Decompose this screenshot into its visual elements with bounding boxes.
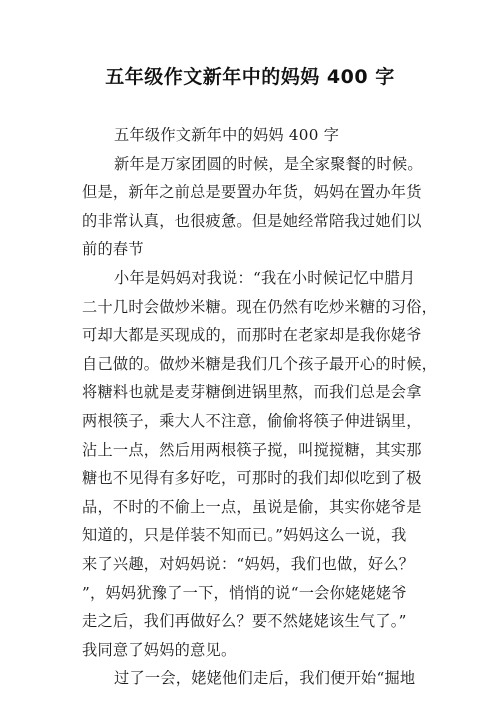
document-body — [82, 121, 438, 693]
body-line: 小年是妈妈对我说：“我在小时候记忆中腊月 — [114, 268, 416, 287]
body-line: 但是，新年之前总是要置办年货，妈妈在置办年货 — [82, 183, 422, 202]
body-line: 新年是万家团圆的时候，是全家聚餐的时候。 — [114, 154, 423, 173]
body-line: 二十几时会做炒米糖。现在仍然有吃炒米糖的习俗， — [82, 297, 438, 316]
body-line: 糖也不见得有多好吃，可那时的我们却似吃到了极 — [82, 469, 422, 488]
body-line: 可却大都是买现成的，而那时在老家却是我你姥爷 — [82, 326, 422, 345]
body-line: 两根筷子，乘大人不注意，偷偷将筷子伸进锅里， — [82, 411, 422, 430]
body-line: 走之后，我们再做好么？要不然姥姥该生气了。” — [82, 612, 407, 631]
body-line: 知道的，只是佯装不知而已。”妈妈这么一说，我 — [82, 526, 407, 545]
body-line: 沾上一点，然后用两根筷子搅，叫搅搅糖，其实那 — [82, 440, 422, 459]
body-line: 过了一会，姥姥他们走后，我们便开始“掘地 — [114, 669, 416, 688]
body-line: 来了兴趣，对妈妈说：“妈妈，我们也做，好么？ — [82, 554, 415, 573]
body-line: 我同意了妈妈的意见。 — [82, 640, 237, 659]
body-line: 的非常认真，也很疲惫。但是她经常陪我过她们以 — [82, 211, 422, 230]
document-title: 五年级作文新年中的妈妈 400 字 — [105, 66, 395, 88]
body-line: 自己做的。做炒米糖是我们几个孩子最开心的时候， — [82, 354, 438, 373]
body-line: ”，妈妈犹豫了一下，悄悄的说“一会你姥姥姥爷 — [82, 583, 407, 602]
body-line: 品，不时的不偷上一点，虽说是偷，其实你姥爷是 — [82, 497, 422, 516]
body-line: 前的春节 — [82, 240, 144, 259]
body-line: 五年级作文新年中的妈妈 400 字 — [114, 126, 340, 144]
body-line: 将糖料也就是麦芽糖倒进锅里熬，而我们总是会拿 — [82, 383, 422, 402]
